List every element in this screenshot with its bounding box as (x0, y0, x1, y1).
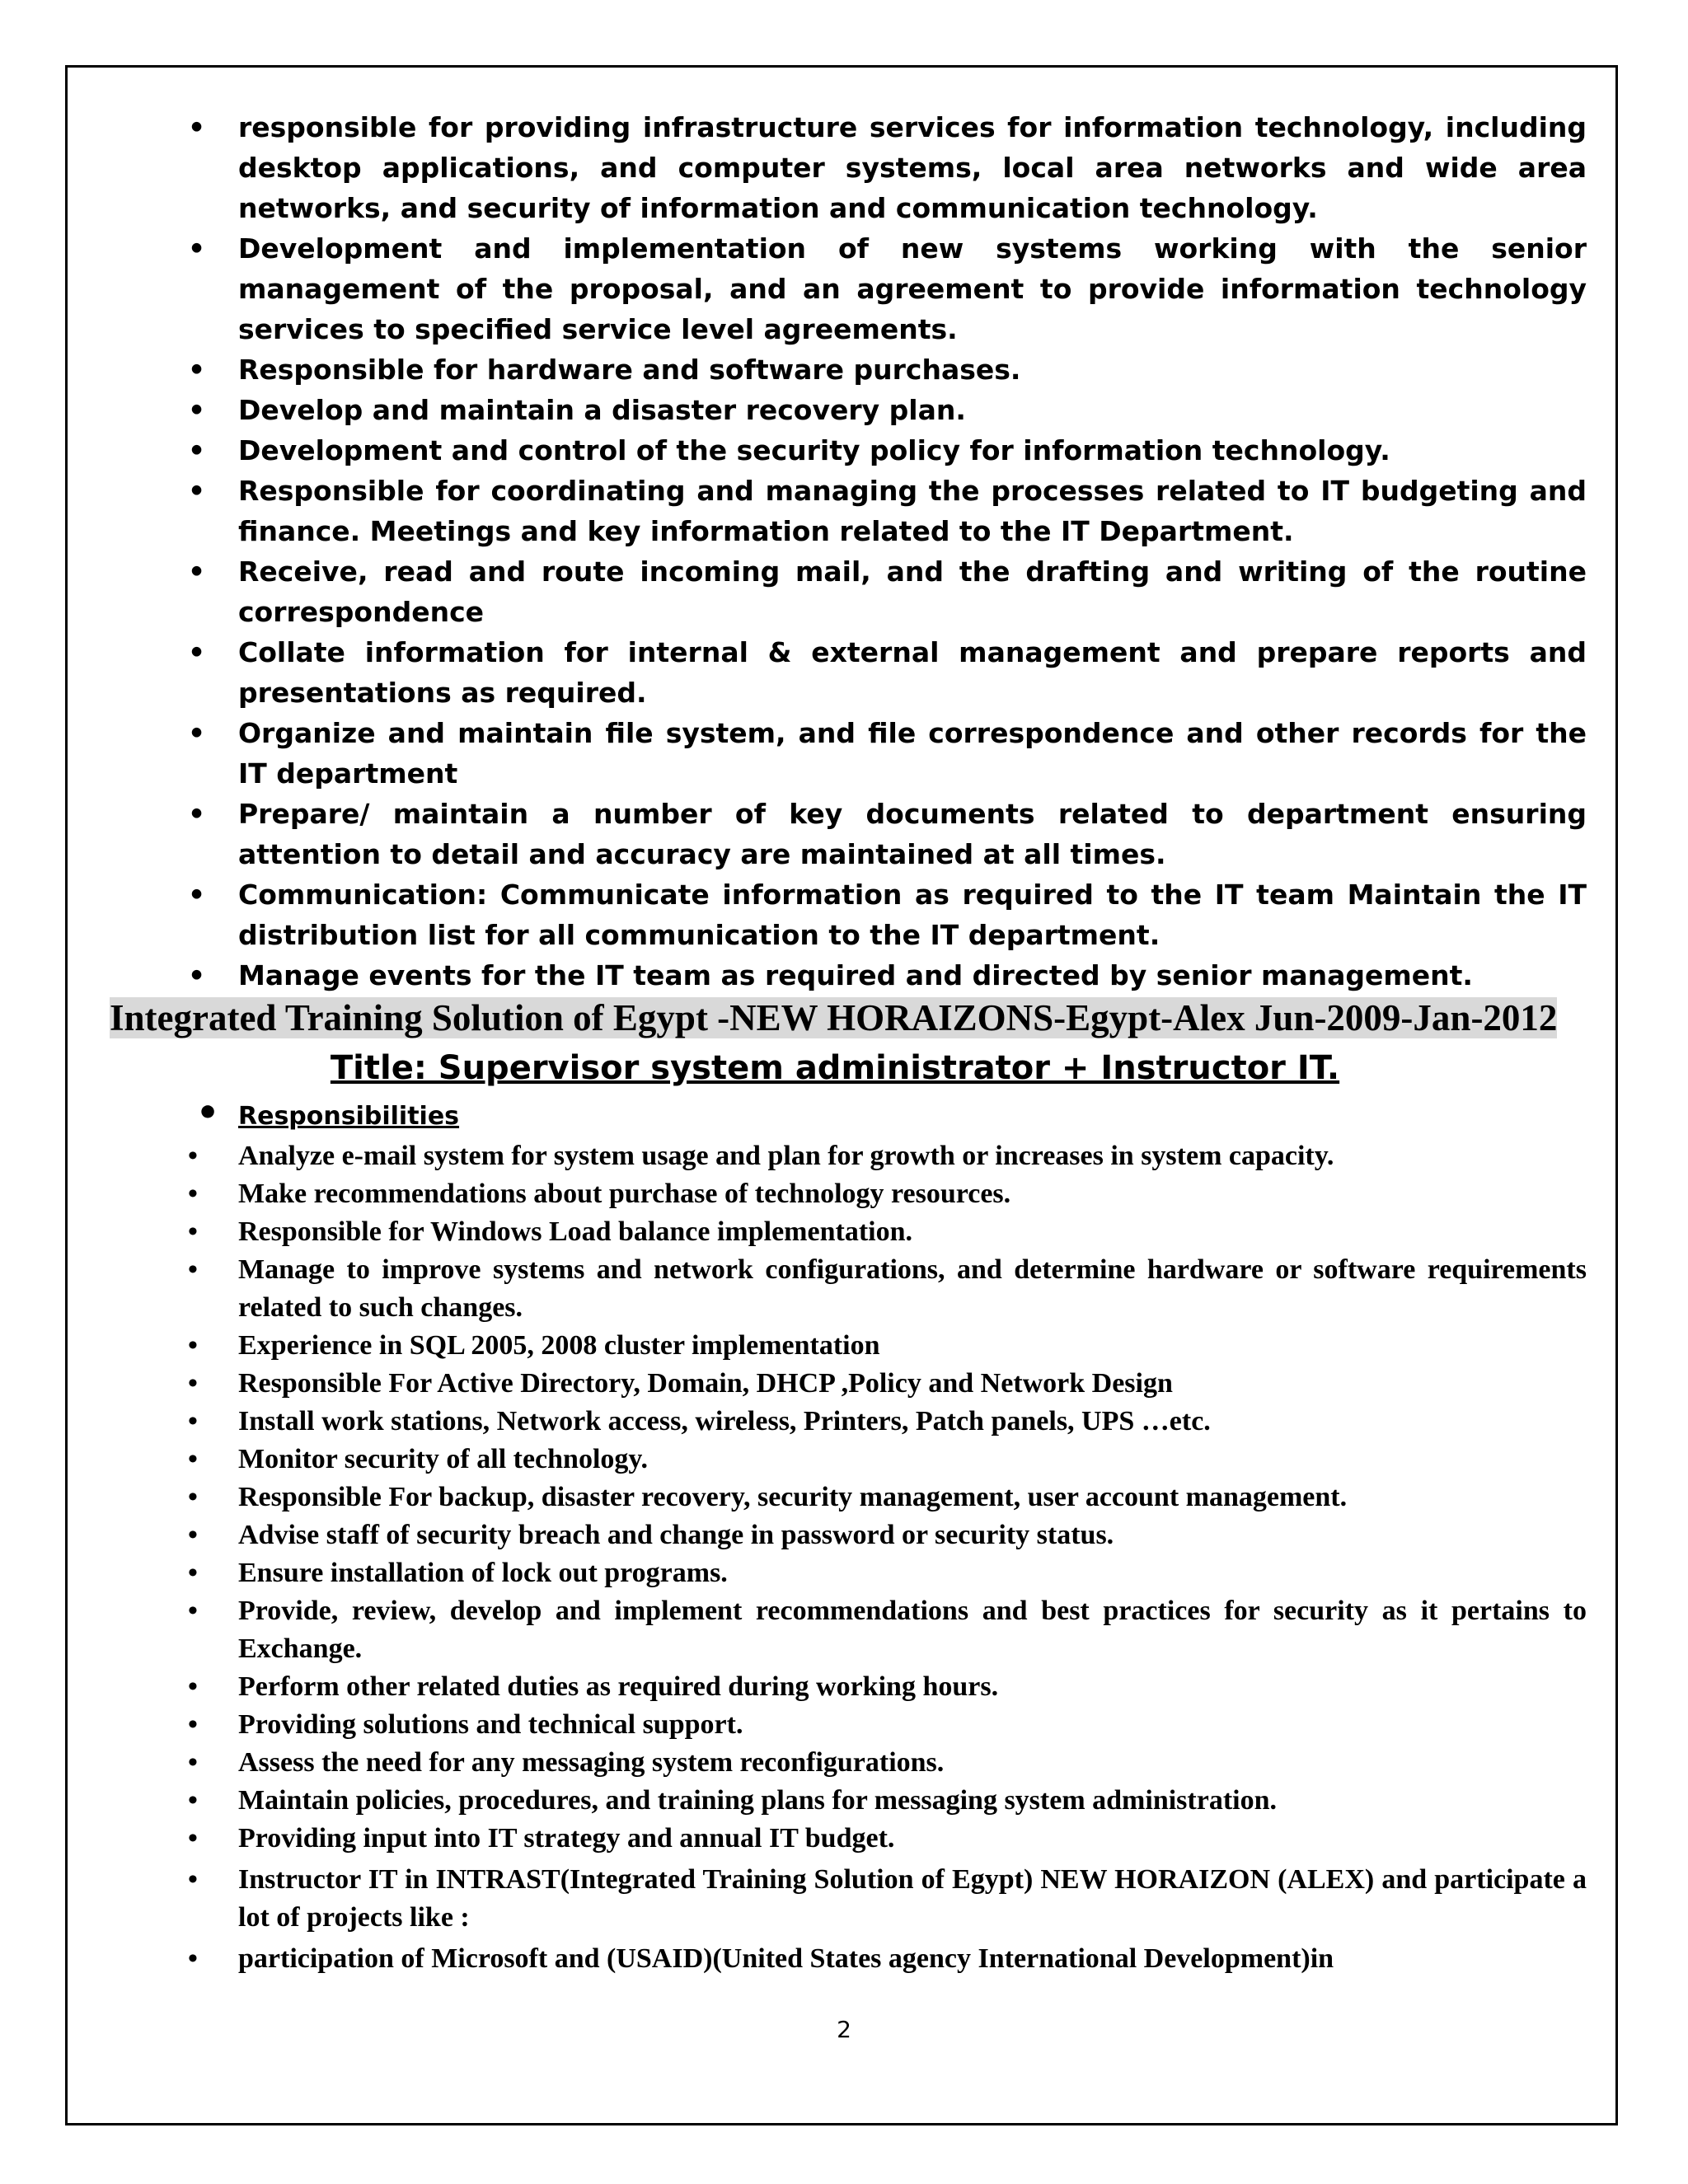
list-item (110, 955, 1587, 996)
bullet-icon: • (188, 1943, 198, 1974)
list-item (110, 1940, 1587, 1978)
list-item (110, 471, 1587, 551)
list-item (110, 1365, 1587, 1403)
list-item-text: Manage events for the IT team as required and directed by senior management. (238, 959, 1473, 991)
list-item-text: Develop and maintain a disaster recovery plan. (238, 394, 966, 426)
bullet-icon: • (188, 636, 206, 668)
bullet-icon: • (188, 434, 206, 466)
bullet-icon: • (188, 1785, 198, 1816)
list-item (110, 794, 1587, 874)
document-content (110, 107, 1610, 1978)
list-item-text: Maintain policies, procedures, and training plans for messaging system administration. (238, 1785, 1277, 1816)
list-item (110, 1175, 1587, 1213)
company-heading-text: Integrated Training Solution of Egypt -NEW HORAIZONS-Egypt-Alex Jun-2009-Jan-2012 (110, 997, 1558, 1038)
list-item (110, 1479, 1587, 1516)
company-heading (110, 997, 1560, 1038)
list-item (110, 1706, 1587, 1744)
list-item (110, 1327, 1587, 1365)
bullet-icon: • (188, 1444, 198, 1474)
responsibilities-heading (110, 1092, 1610, 1137)
list-item (110, 1213, 1587, 1251)
list-item-text: Prepare/ maintain a number of key documents related to department ensuring attention to detail and accuracy are maintained at all times. (238, 798, 1587, 870)
bullet-icon: • (188, 1482, 198, 1512)
list-item (110, 1820, 1587, 1858)
list-item (110, 632, 1587, 713)
list-item-text: Collate information for internal & external management and prepare reports and presentations as required. (238, 636, 1587, 709)
bullet-icon: • (188, 1823, 198, 1854)
bullet-icon: • (188, 1709, 198, 1740)
list-item-text: Assess the need for any messaging system reconfigurations. (238, 1747, 945, 1778)
duties-list-new-horizons (110, 1137, 1610, 1978)
bullet-icon: • (188, 1671, 198, 1702)
list-item-text: Advise staff of security breach and change in password or security status. (238, 1520, 1114, 1550)
list-item (110, 1668, 1587, 1706)
list-item-text: Receive, read and route incoming mail, and the drafting and writing of the routine correspondence (238, 555, 1587, 628)
list-item (110, 1251, 1587, 1327)
list-item-text: Development and implementation of new systems working with the senior management of the proposal, and an agreement to provide information technology services to specified service level agreements. (238, 232, 1587, 345)
list-item (110, 1861, 1587, 1937)
list-item-text: Development and control of the security policy for information technology. (238, 434, 1390, 466)
list-item (110, 1782, 1587, 1820)
list-item-text: Perform other related duties as required during working hours. (238, 1671, 999, 1702)
bullet-icon: • (188, 1330, 198, 1361)
list-item-text: Communication: Communicate information as required to the IT team Maintain the IT distribution list for all communication to the IT department. (238, 879, 1587, 951)
list-item (110, 107, 1587, 228)
list-item (110, 1403, 1587, 1441)
bullet-icon: • (188, 1406, 198, 1436)
list-item (110, 430, 1587, 471)
bullet-icon: • (188, 1254, 198, 1285)
job-title: Title: Supervisor system administrator + Instructor IT. (330, 1049, 1340, 1087)
list-item (110, 1516, 1587, 1554)
bullet-icon: • (188, 354, 206, 386)
bullet-icon: • (188, 1179, 198, 1209)
list-item (110, 713, 1587, 794)
list-item (110, 1744, 1587, 1782)
bullet-icon: • (188, 879, 206, 911)
bullet-icon: • (188, 959, 206, 991)
list-item (110, 1441, 1587, 1479)
bullet-icon: • (188, 1141, 198, 1171)
list-item-text: Responsible For Active Directory, Domain, DHCP ,Policy and Network Design (238, 1368, 1173, 1399)
bullet-icon: • (196, 1092, 220, 1134)
list-item-text: responsible for providing infrastructure services for information technology, including desktop applications, and computer systems, local area networks and wide area networks, and security of information and communication technology. (238, 111, 1587, 224)
bullet-icon: • (188, 232, 206, 265)
bullet-icon: • (188, 1747, 198, 1778)
bullet-icon: • (188, 475, 206, 507)
bullet-icon: • (188, 798, 206, 830)
list-item-text: Providing solutions and technical support. (238, 1709, 743, 1740)
bullet-icon: • (188, 1368, 198, 1399)
list-item-text: Experience in SQL 2005, 2008 cluster implementation (238, 1330, 880, 1361)
page-number: 2 (837, 2016, 851, 2043)
list-item-text: Analyze e-mail system for system usage and plan for growth or increases in system capacity. (238, 1141, 1334, 1171)
list-item-text: Manage to improve systems and network configurations, and determine hardware or software requirements related to such changes. (238, 1254, 1587, 1323)
duties-list-previous-job (110, 107, 1610, 996)
list-item (110, 1592, 1587, 1668)
list-item-text: Responsible For backup, disaster recovery, security management, user account management. (238, 1482, 1348, 1512)
list-item (110, 874, 1587, 955)
list-item-text: Provide, review, develop and implement recommendations and best practices for security as it pertains to Exchange. (238, 1596, 1587, 1664)
bullet-icon: • (188, 1864, 198, 1895)
list-item (110, 390, 1587, 430)
list-item-text: Organize and maintain file system, and file correspondence and other records for the IT department (238, 717, 1587, 790)
list-item-text: Ensure installation of lock out programs. (238, 1558, 728, 1588)
list-item-text: Monitor security of all technology. (238, 1444, 649, 1474)
list-item (110, 551, 1587, 632)
bullet-icon: • (188, 111, 206, 143)
list-item-text: Responsible for Windows Load balance implementation. (238, 1216, 913, 1247)
list-item-text: Install work stations, Network access, wireless, Printers, Patch panels, UPS …etc. (238, 1406, 1211, 1436)
list-item (110, 349, 1587, 390)
bullet-icon: • (188, 394, 206, 426)
responsibilities-label: Responsibilities (238, 1102, 460, 1131)
list-item (110, 1554, 1587, 1592)
list-item-text: Responsible for hardware and software purchases. (238, 354, 1021, 386)
list-item-text: Make recommendations about purchase of technology resources. (238, 1179, 1011, 1209)
list-item-text: Providing input into IT strategy and annual IT budget. (238, 1823, 895, 1854)
list-item-text: participation of Microsoft and (USAID)(United States agency International Development)in (238, 1943, 1334, 1974)
list-item (110, 1137, 1587, 1175)
bullet-icon: • (188, 1596, 198, 1626)
list-item (110, 228, 1587, 349)
list-item-text: Responsible for coordinating and managing the processes related to IT budgeting and finance. Meetings and key information related to the IT Department. (238, 475, 1587, 547)
bullet-icon: • (188, 1558, 198, 1588)
bullet-icon: • (188, 1520, 198, 1550)
bullet-icon: • (188, 1216, 198, 1247)
bullet-icon: • (188, 717, 206, 749)
bullet-icon: • (188, 555, 206, 588)
list-item-text: Instructor IT in INTRAST(Integrated Training Solution of Egypt) NEW HORAIZON (ALEX) and participate a lot of projects like : (238, 1864, 1587, 1933)
